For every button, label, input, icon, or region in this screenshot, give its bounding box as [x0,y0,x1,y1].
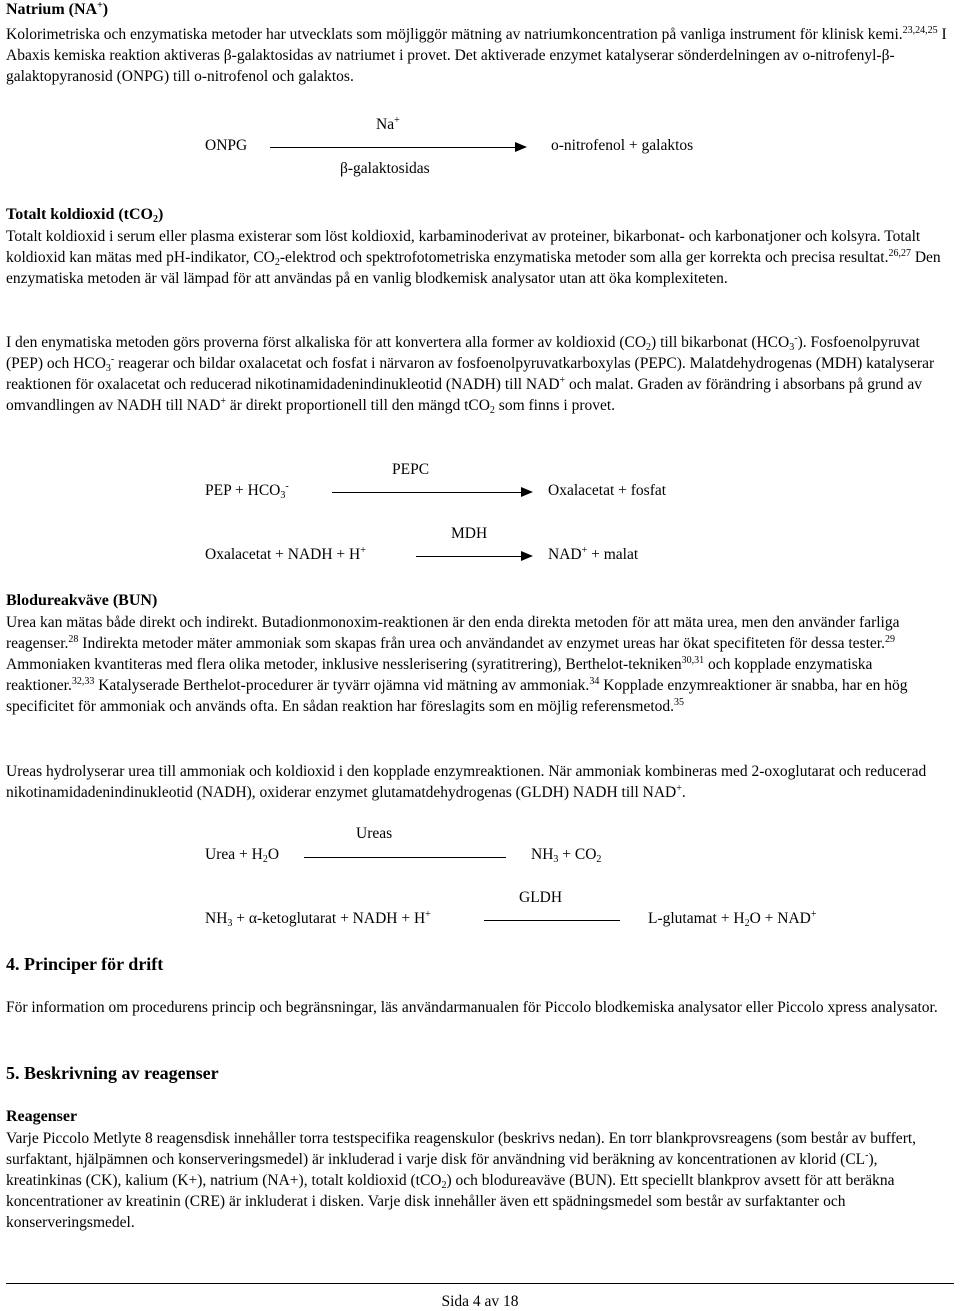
eq-onpg-arrow [270,147,525,148]
eq-onpg-right: ο-nitrofenol + galaktos [551,137,694,154]
eq-ureas-line [304,857,506,858]
eq-onpg-left: ONPG [205,137,248,154]
tco2-heading: Totalt koldioxid (tCO$_2$) [6,206,164,225]
natrium-heading: Natrium (NA+) [6,0,109,18]
eq-pepc-label: PEPC [392,461,430,478]
eq-onpg-label-bottom: β-galaktosidas [340,160,430,177]
natrium-paragraph: Kolorimetriska och enzymatiska metoder har utvecklats som möjliggör mätning av natriumkoncentration på vanliga instrument för klinisk kemi.$^{23,24,25}$ I Abaxis kemiska reaktion aktiveras β-galaktosidas av natriumet i provet. Det aktiverade enzymet katalyserar sönderdelningen av ο-nitrofenyl-β-galaktopyranosid (ONPG) till ο-nitrofenol och galaktos. [6,25,947,85]
footer-divider [6,1283,954,1284]
eq-pepc-left: PEP + $HCO_3^-$ [205,481,289,501]
eq-gldh-line [484,920,620,921]
section-4-heading: 4. Principer för drift [6,954,164,974]
reagenser-paragraph: Varje Piccolo Metlyte 8 reagensdisk innehåller torra testspecifika reagenskulor (beskrivs nedan). En torr blankprovsreagens (som består av buffert, surfaktant, hjälpämnen och konserveringsmedel) är inkluderad i varje disk för användning vid beräkning av koncentrationen av klorid (CL-), kreatinkinas (CK), kalium (K+), natrium (NA+), totalt koldioxid (tCO$_2$) och blodureaväve (BUN). Ett speciellt blankprov avsett för att beräkna koncentrationer av kreatinin (CRE) är inkluderat i disken. Varje disk innehåller även ett spädningsmedel som består av surfaktanter och konserveringsmedel. [6,1130,917,1231]
eq-pepc-arrow [332,492,531,493]
eq-mdh-left: Oxalacetat + NADH + H+ [205,545,366,563]
section-4-paragraph: För information om procedurens princip och begränsningar, läs användarmanualen för Piccolo blodkemiska analysator eller Piccolo xpress analysator. [6,999,938,1016]
eq-ureas-right: $NH_3 + CO_2$ [531,846,602,865]
tco2-paragraph-1: Totalt koldioxid i serum eller plasma existerar som löst koldioxid, karbaminoderivat av proteiner, bikarbonat- och karbonatjoner och kolsyra. Totalt koldioxid kan mätas med pH-indikator, $CO_2$-elektrod och spektrofotometriska enzymatiska metoder som alla ger korrekta och precisa resultat.$^{26,27}$ Den enzymatiska metoden är väl lämpad för att användas på en vanlig blodkemisk analysator utan att öka komplexiteten. [6,228,941,287]
eq-ureas-left: Urea + $H_2O$ [205,846,280,865]
eq-mdh-arrow [416,556,531,557]
page-number: Sida 4 av 18 [441,1293,519,1310]
bun-heading: Blodureakväve (BUN) [6,592,158,609]
eq-gldh-right: L-glutamat + $H_2O + NAD^+$ [648,909,817,929]
eq-onpg-label-top: Na+ [376,115,400,133]
eq-gldh-left: $NH_3$ + α-ketoglutarat + NADH + H+ [205,909,431,929]
eq-mdh-label: MDH [451,525,488,542]
tco2-paragraph-2: I den enymatiska metoden görs proverna först alkaliska för att konvertera alla former av koldioxid $(CO_2)$ till bikarbonat $(HCO_3^-)$. Fosfoenolpyruvat (PEP) och $HCO_3^-$ reagerar och bildar oxalacetat och fosfat i närvaron av fosfoenolpyruvatkarboxylas (PEPC). Malatdehydrogenas (MDH) katalyserar reaktionen för oxalacetat och reducerad nikotinamidadenindinukleotid (NADH) till NAD+ och malat. Graden av förändring i absorbans på grund av omvandlingen av NADH till NAD+ är direkt proportionell till den mängd tCO$_2$ som finns i provet. [6,333,935,416]
bun-paragraph-1: Urea kan mätas både direkt och indirekt. Butadionmonoxim-reaktionen är den enda direkta metoden för att mäta urea, men den använder farliga reagenser.$^{28}$ Indirekta metoder mäter ammoniak som skapas från urea och användandet av enzymet ureas har ökat specifiteten för dessa tester.$^{29}$ Ammoniaken kvantiteras med flera olika metoder, inklusive nesslerisering (syratitrering), Berthelot-tekniken$^{30,31}$ och kopplade enzymatiska reaktioner.$^{32,33}$ Katalyserade Berthelot-procedurer är tyvärr ojämna vid mätning av ammoniak.$^{34}$ Kopplade enzymreaktioner är snabba, har en hög specificitet för ammoniak och används ofta. En sådan reaktion har föreslagits som en möjlig referensmetod.$^{35}$ [6,614,908,715]
eq-pepc-right: Oxalacetat + fosfat [548,482,667,499]
eq-ureas-label: Ureas [356,825,393,842]
eq-mdh-right: NAD+ + malat [548,545,639,563]
reagenser-subheading: Reagenser [6,1108,78,1125]
eq-gldh-label: GLDH [519,889,563,906]
section-5-heading: 5. Beskrivning av reagenser [6,1063,219,1083]
bun-paragraph-2: Ureas hydrolyserar urea till ammoniak och koldioxid i den kopplade enzymreaktionen. När ammoniak kombineras med 2-oxoglutarat och reducerad nikotinamidadenindinukleotid (NADH), oxiderar enzymet glutamatdehydrogenas (GLDH) NADH till NAD+. [6,763,927,801]
